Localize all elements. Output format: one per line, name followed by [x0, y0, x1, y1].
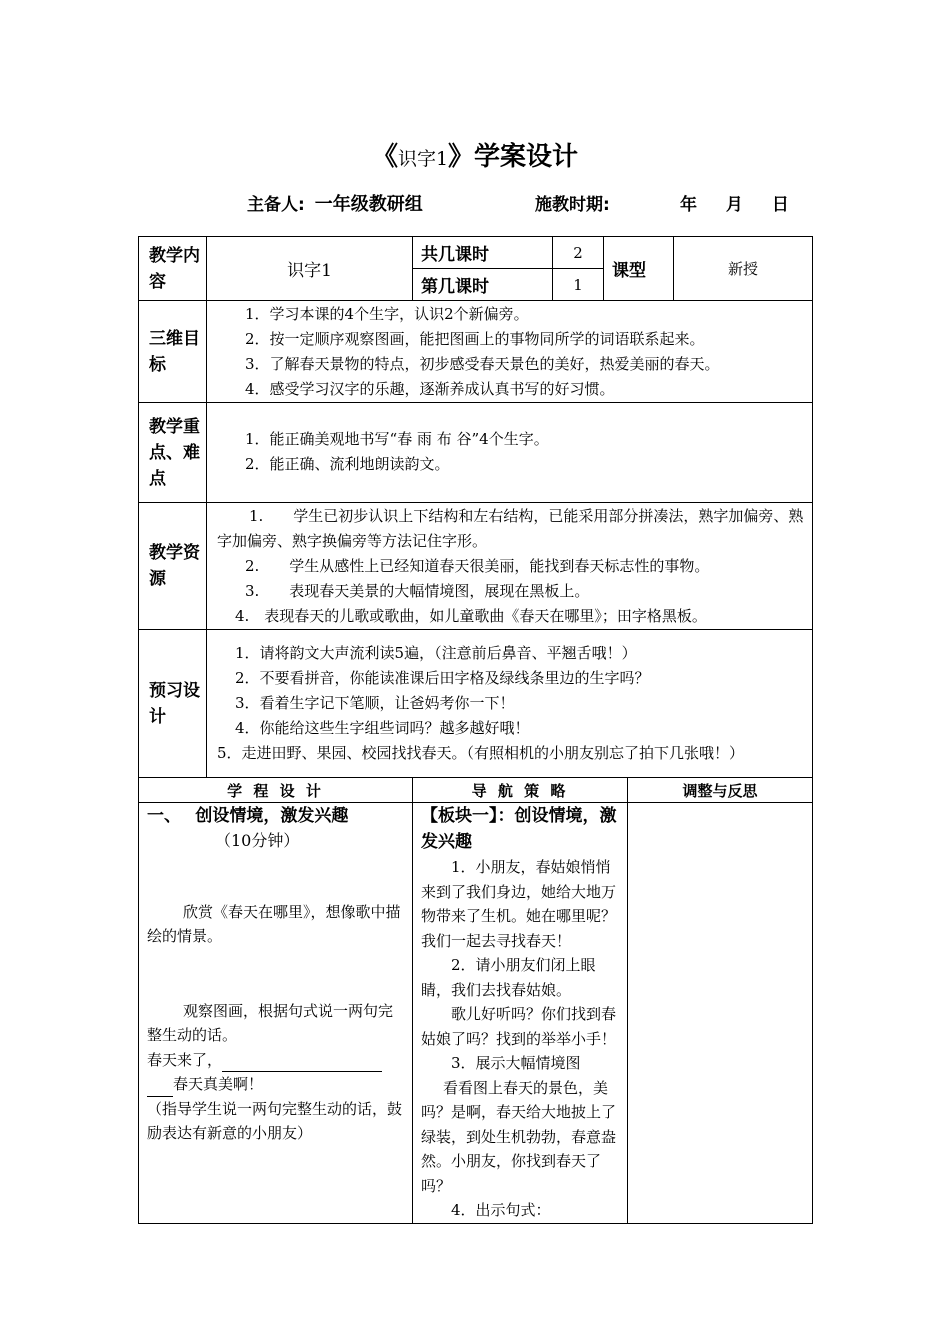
- period-label: 第几课时: [413, 269, 553, 301]
- design-paragraph: 欣赏《春天在哪里》，想像歌中描绘的情景。: [147, 902, 401, 945]
- title-lesson: 识字1: [397, 148, 449, 170]
- goal-item: 4．感受学习汉字的乐趣，逐渐养成认真书写的好习惯。: [245, 379, 615, 398]
- title-close: 》学案设计: [448, 142, 579, 172]
- resource-item: 2. 学生从感性上已经知道春天很美丽，能找到春天标志性的事物。: [245, 556, 710, 575]
- reflection-column-header: 调整与反思: [628, 778, 813, 803]
- design-column-header: 学 程 设 计: [139, 778, 413, 803]
- preparer-label: 主备人:: [247, 195, 305, 215]
- content-value: 识字1: [207, 237, 413, 301]
- lesson-plan-table: [138, 236, 813, 1224]
- resource-item: 1. 学生已初步认识上下结构和左右结构，已能采用部分拼凑法，熟字加偏旁、熟字加偏旁、熟字换偏旁等方法记住字形。: [217, 506, 804, 550]
- reflection-cell: [628, 803, 813, 1224]
- design-cell: [139, 803, 413, 1224]
- strategy-paragraph: 4．出示句式：: [451, 1201, 551, 1219]
- date-value: 年 月 日: [680, 195, 791, 215]
- preview-row: [139, 630, 813, 778]
- type-label: 课型: [604, 237, 674, 301]
- goals-content: [207, 301, 813, 403]
- preview-content: [207, 630, 813, 778]
- design-time: （10分钟）: [215, 831, 300, 850]
- keypoint-item: 2．能正确、流利地朗读韵文。: [245, 455, 450, 473]
- sentence-start: 春天来了，: [147, 1050, 223, 1069]
- resource-item: 3. 表现春天美景的大幅情境图，展现在黑板上。: [245, 581, 590, 600]
- keypoints-content: [207, 403, 813, 503]
- resources-label: 教学资源: [139, 503, 207, 630]
- keypoints-row: [139, 403, 813, 503]
- sentence-pattern-2: [147, 1072, 404, 1097]
- process-row: [139, 803, 813, 1224]
- strategy-paragraph: 看看图上春天的景色，美吗？是啊，春天给大地披上了绿装，到处生机勃勃，春意盎然。小朋友，你找到春天了吗？: [421, 1078, 617, 1195]
- total-periods-value: 2: [553, 237, 604, 269]
- preparer: [247, 190, 423, 216]
- design-note: （指导学生说一两句完整生动的话，鼓励表达有新意的小朋友）: [147, 1099, 403, 1142]
- period-value: 1: [553, 269, 604, 301]
- header-row-1: [139, 237, 813, 269]
- preview-item: 1．请将韵文大声流利读5遍，（注意前后鼻音、平翘舌哦！）: [235, 644, 637, 662]
- blank-line: [147, 1080, 173, 1097]
- strategy-cell: [413, 803, 628, 1224]
- goals-label: 三维目标: [139, 301, 207, 403]
- goal-item: 1．学习本课的4个生字，认识2个新偏旁。: [245, 304, 529, 323]
- preview-item: 4．你能给这些生字组些词吗？越多越好哦！: [235, 719, 530, 737]
- preview-item: 2．不要看拼音，你能读准课后田字格及绿线条里边的生字吗？: [235, 669, 650, 687]
- goals-row: [139, 301, 813, 403]
- keypoints-label: 教学重点、难点: [139, 403, 207, 503]
- document-title: [0, 136, 950, 173]
- date-label: 施教时期:: [535, 195, 610, 215]
- preparer-value: 一年级教研组: [314, 194, 423, 215]
- keypoint-item: 1．能正确美观地书写“春 雨 布 谷”4个生字。: [245, 430, 549, 448]
- strategy-heading: 【板块一】：创设情境，激发兴趣: [421, 806, 617, 852]
- resources-row: [139, 503, 813, 630]
- sentence-end: 春天真美啊！: [173, 1075, 264, 1093]
- columns-row: [139, 778, 813, 803]
- strategy-paragraph: 歌儿好听吗？你们找到春姑娘了吗？找到的举举小手！: [421, 1005, 617, 1048]
- strategy-paragraph: 2．请小朋友们闭上眼睛，我们去找春姑娘。: [421, 956, 596, 999]
- design-paragraph: 观察图画，根据句式说一两句完整生动的话。: [147, 1001, 394, 1044]
- goal-item: 2．按一定顺序观察图画，能把图画上的事物同所学的词语联系起来。: [245, 329, 705, 348]
- blank-line: [222, 1055, 382, 1072]
- goal-item: 3．了解春天景物的特点，初步感受春天景色的美好，热爱美丽的春天。: [245, 354, 720, 373]
- total-periods-label: 共几课时: [413, 237, 553, 269]
- content-label: 教学内容: [139, 237, 207, 301]
- strategy-paragraph: 3．展示大幅情境图: [451, 1054, 581, 1072]
- strategy-column-header: 导 航 策 略: [413, 778, 628, 803]
- sentence-pattern-1: [147, 1048, 404, 1073]
- design-heading: 一、 创设情境，激发兴趣: [147, 806, 349, 826]
- resources-content: [207, 503, 813, 630]
- type-value: 新授: [674, 237, 813, 301]
- preview-item: 3．看着生字记下笔顺，让爸妈考你一下！: [235, 694, 515, 712]
- teaching-date: [535, 190, 610, 215]
- title-open: 《: [371, 142, 398, 172]
- preview-label: 预习设计: [139, 630, 207, 778]
- resource-item: 4. 表现春天的儿歌或歌曲，如儿童歌曲《春天在哪里》；田字格黑板。: [235, 606, 707, 625]
- preview-item: 5．走进田野、果园、校园找找春天。（有照相机的小朋友别忘了拍下几张哦！）: [217, 744, 745, 762]
- date-fields: [680, 190, 791, 215]
- strategy-paragraph: 1．小朋友，春姑娘悄悄来到了我们身边，她给大地万物带来了生机。她在哪里呢？我们一起去寻找春天！: [421, 858, 617, 950]
